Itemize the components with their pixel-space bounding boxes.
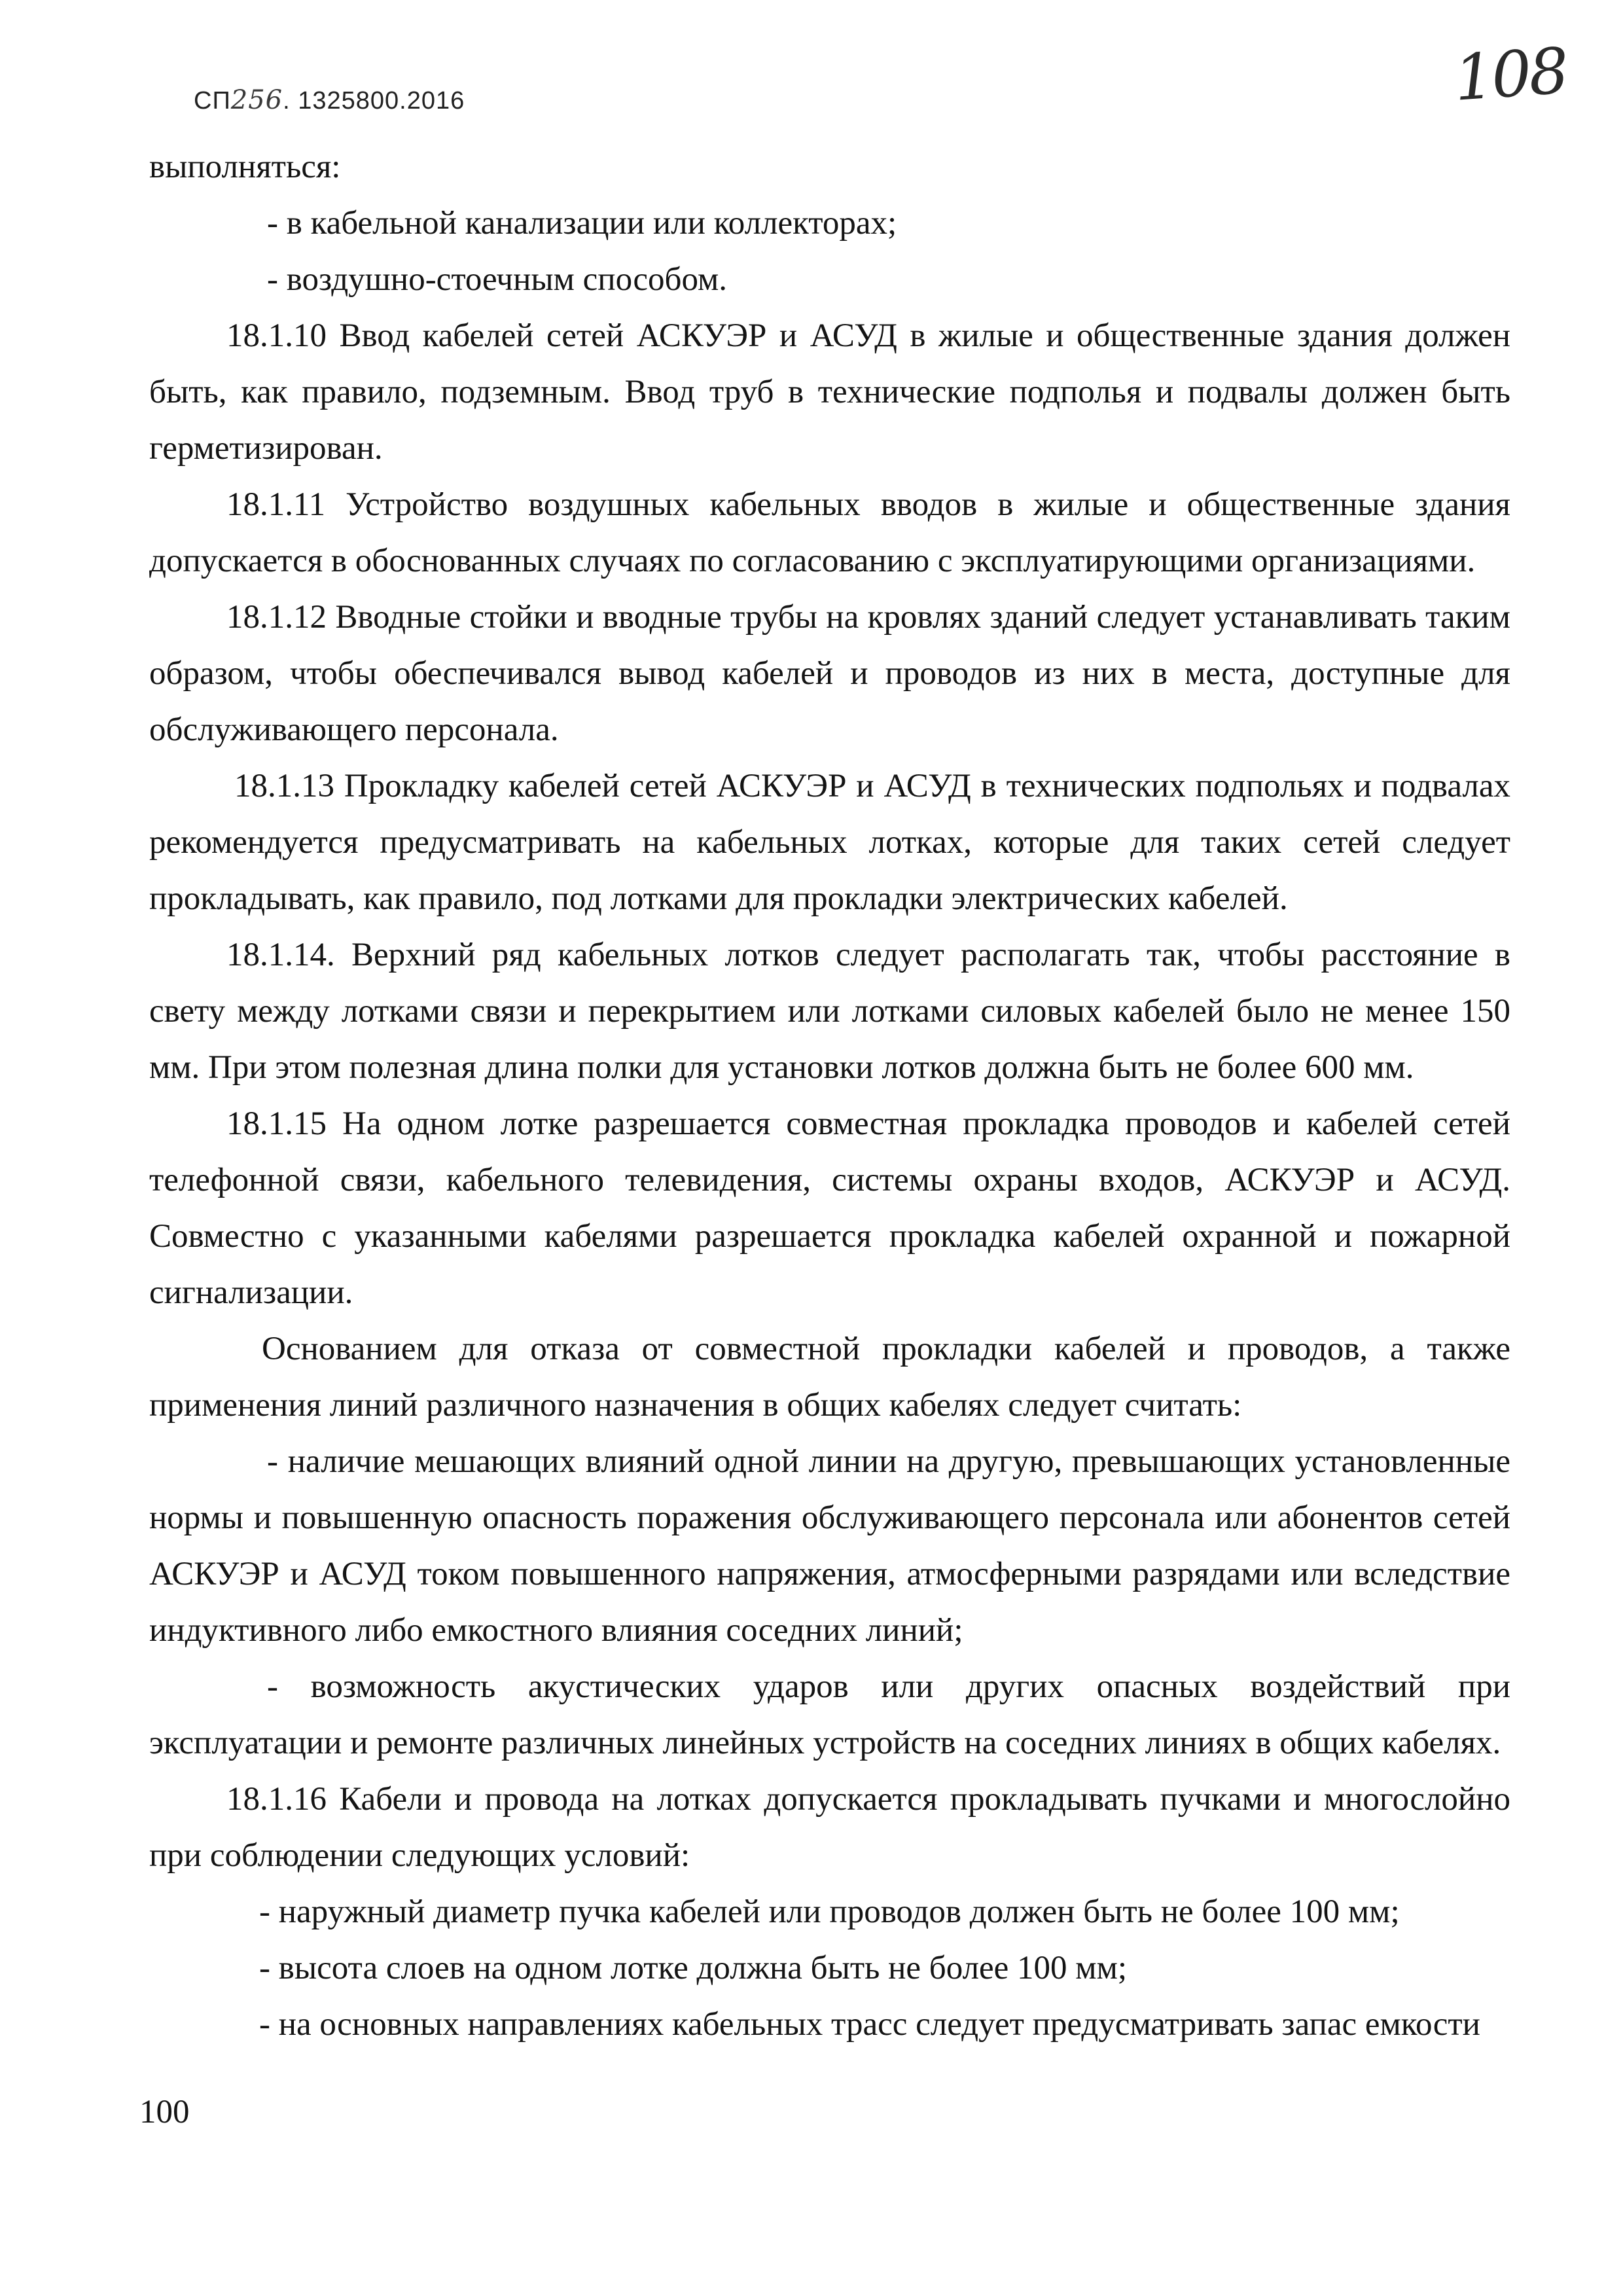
document-body [149,139,1510,2053]
page-number: 100 [139,2094,190,2130]
paragraph: 18.1.13 Прокладку кабелей сетей АСКУЭР и АСУД в технических подпольях и подвалах рекомендуется предусматривать на кабельных лотках, которые для таких сетей следует прокладывать, как правило, под лотками для прокладки электрических кабелей. [149,768,1510,917]
list-item: - на основных направлениях кабельных трасс следует предусматривать запас емкости [259,2006,1480,2043]
list-item: - возможность акустических ударов или других опасных воздействий при эксплуатации и ремонте различных линейных устройств на соседних линиях в общих кабелях. [149,1668,1510,1761]
document-header [194,85,465,115]
paragraph: 18.1.12 Вводные стойки и вводные трубы на кровлях зданий следует устанавливать таким образом, чтобы обеспечивался вывод кабелей и проводов из них в места, доступные для обслуживающего персонала. [149,599,1510,748]
list-item: - в кабельной канализации или коллекторах; [267,205,897,242]
paragraph: 18.1.15 На одном лотке разрешается совместная прокладка проводов и кабелей сетей телефонной связи, кабельного телевидения, системы охраны входов, АСКУЭР и АСУД. Совместно с указанными кабелями разрешается прокладка кабелей охранной и пожарной сигнализации. [149,1105,1510,1311]
paragraph: 18.1.14. Верхний ряд кабельных лотков следует располагать так, чтобы расстояние в свету между лотками связи и перекрытием или лотками силовых кабелей было не менее 150 мм. При этом полезная длина полки для установки лотков должна быть не более 600 мм. [149,937,1510,1086]
standard-code: . 1325800.2016 [283,87,465,115]
paragraph: 18.1.10 Ввод кабелей сетей АСКУЭР и АСУД в жилые и общественные здания должен быть, как правило, подземным. Ввод труб в технические подполья и подвалы должен быть герметизирован. [149,317,1510,467]
list-item: - воздушно-стоечным способом. [267,261,727,298]
paragraph: 18.1.11 Устройство воздушных кабельных вводов в жилые и общественные здания допускается в обоснованных случаях по согласованию с эксплуатирующими организациями. [149,486,1510,579]
standard-prefix: СП [194,87,231,115]
paragraph: Основанием для отказа от совместной прокладки кабелей и проводов, а также применения линий различного назначения в общих кабелях следует считать: [149,1331,1510,1424]
list-item: - наличие мешающих влияний одной линии на другую, превышающих установленные нормы и повышенную опасность поражения обслуживающего персонала или абонентов сетей АСКУЭР и АСУД током повышенного напряжения, атмосферными разрядами или вследствие индуктивного либо емкостного влияния соседних линий; [149,1443,1510,1649]
handwritten-standard-number: 256 [230,85,283,115]
paragraph: 18.1.16 Кабели и провода на лотках допускается прокладывать пучками и многослойно при соблюдении следующих условий: [149,1781,1510,1874]
list-item: - высота слоев на одном лотке должна быть не более 100 мм; [259,1950,1128,1986]
list-item: - наружный диаметр пучка кабелей или проводов должен быть не более 100 мм; [259,1893,1400,1930]
handwritten-page-number: 108 [1452,34,1569,115]
paragraph: выполняться: [149,149,341,185]
